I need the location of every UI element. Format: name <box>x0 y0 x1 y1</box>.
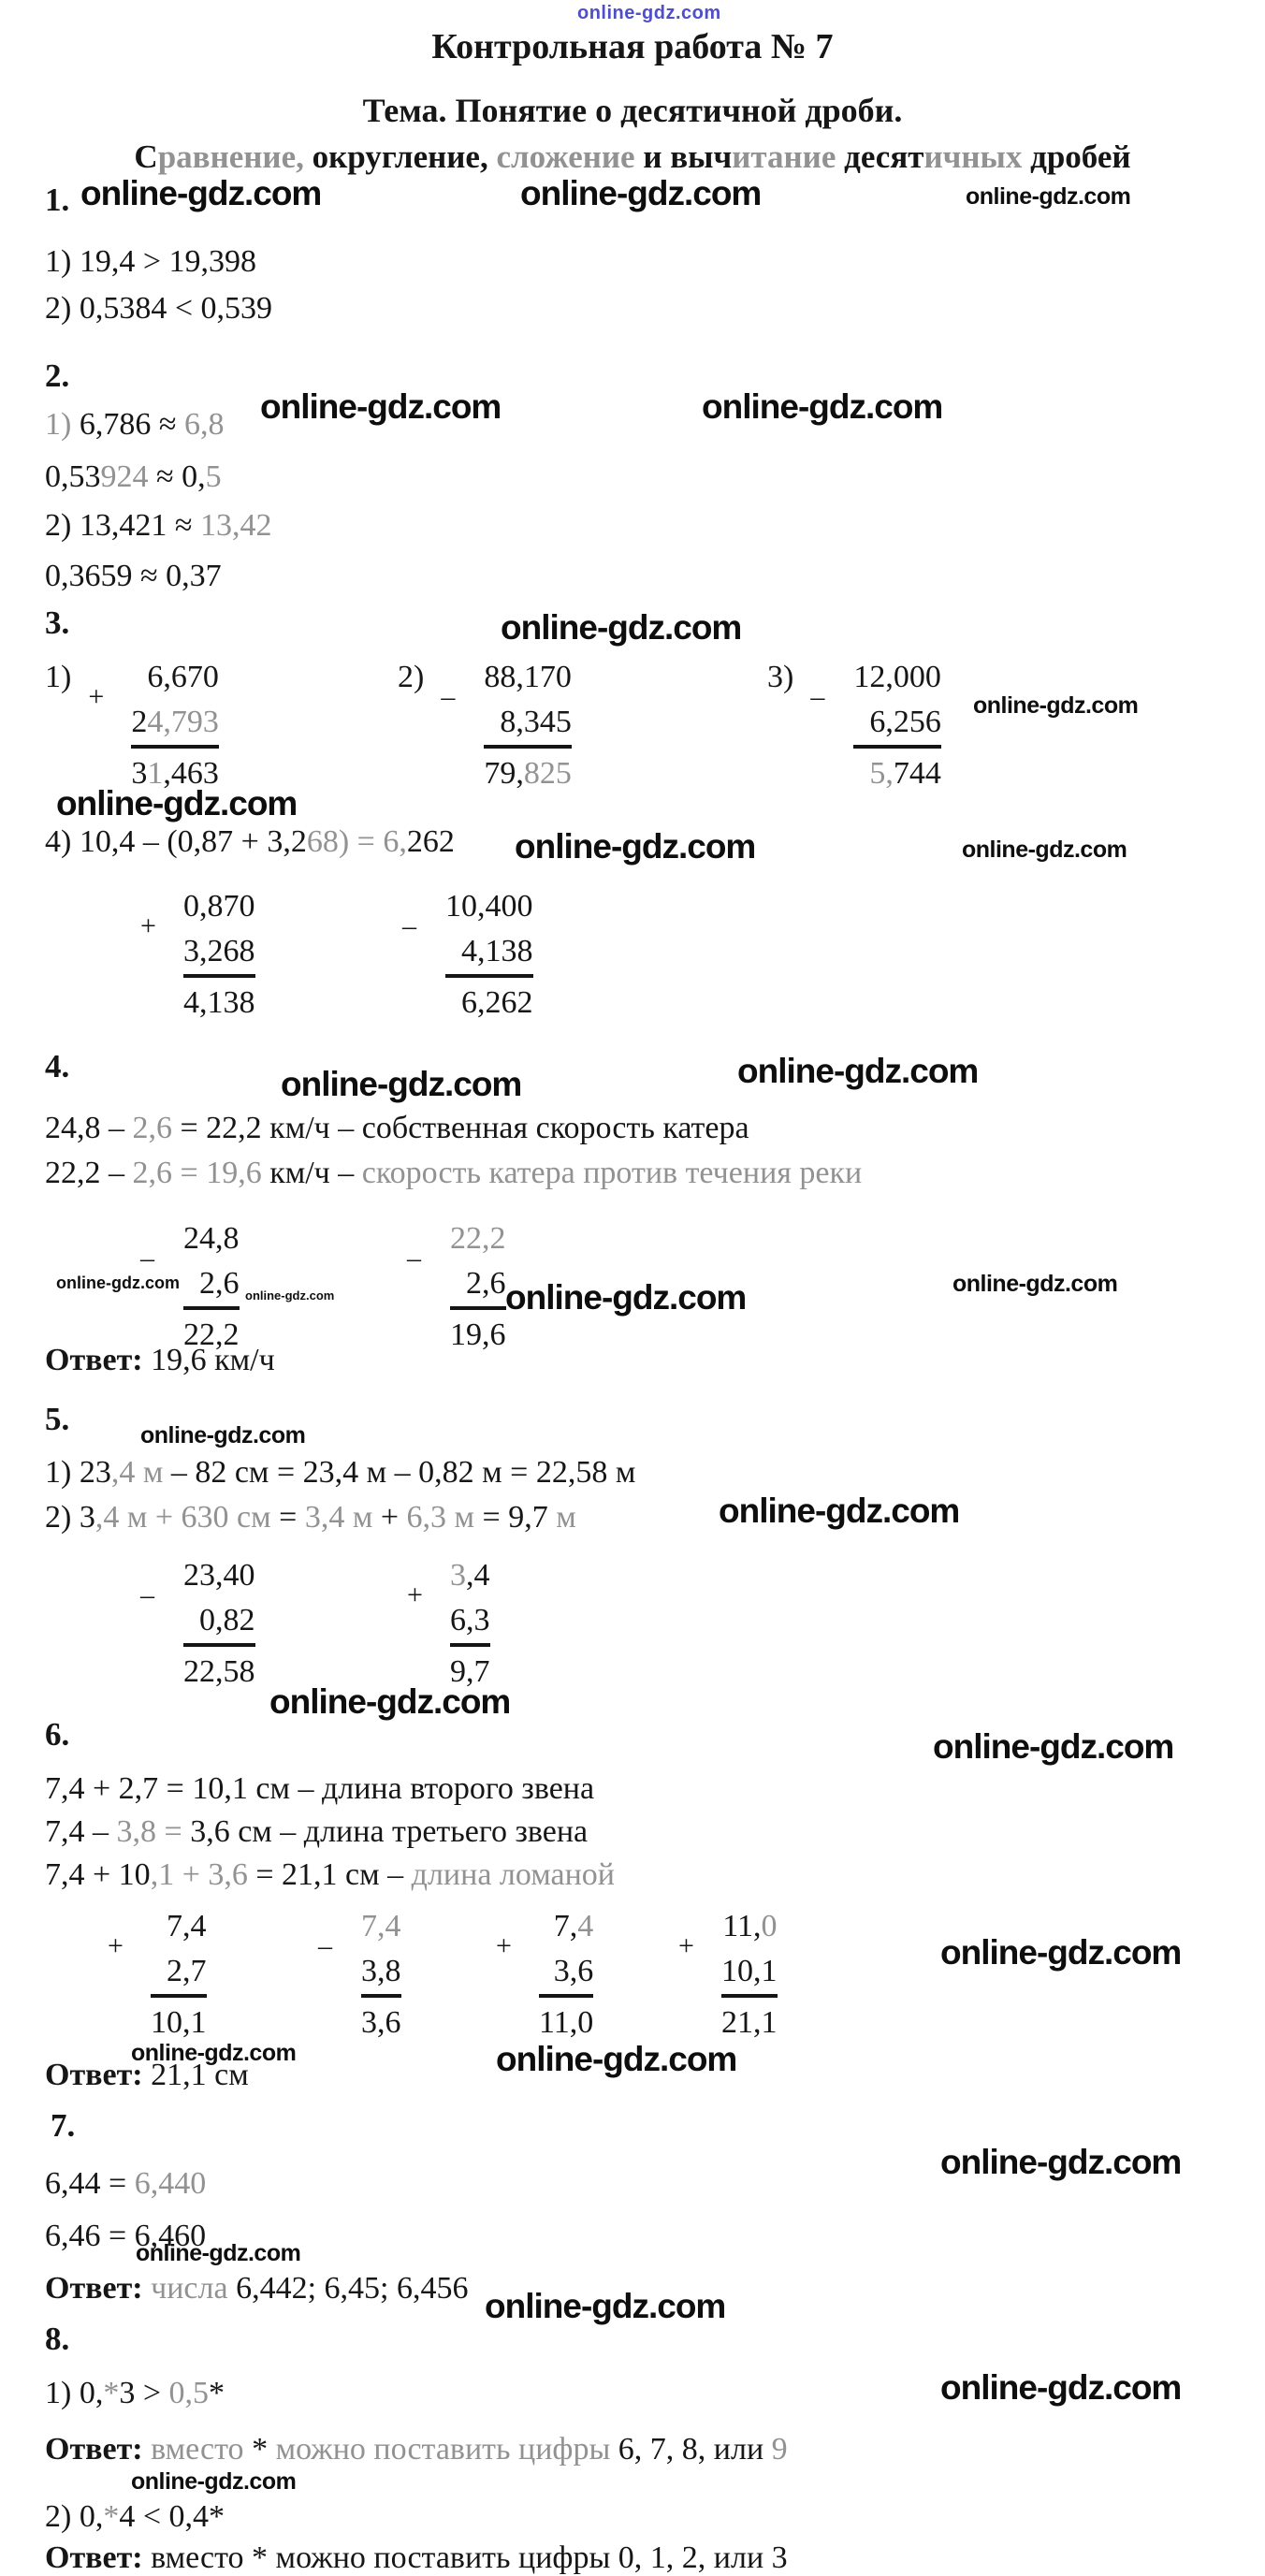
calc-top-number <box>484 655 572 700</box>
text-segment: 2,6 <box>132 1111 172 1145</box>
column-calc <box>407 1553 492 1695</box>
calc-res-number <box>445 981 533 1026</box>
text-segment: ,4 <box>466 1558 490 1593</box>
minus-sign: – <box>810 681 825 712</box>
text-segment: 7,4 + 10 <box>45 1857 151 1892</box>
plus-sign: + <box>407 1579 423 1610</box>
column-calc <box>678 1904 779 2045</box>
watermark: online-gdz.com <box>140 1422 306 1448</box>
text-segment: 4) 10,4 – (0,87 + 3,2 <box>45 824 307 859</box>
task-7-line-2 <box>45 2216 206 2257</box>
text-segment: 4,138 <box>461 934 533 968</box>
text-segment: 6,8 <box>184 407 225 442</box>
minus-sign: – <box>318 1930 332 1961</box>
column-calc <box>318 1904 403 2045</box>
text-segment: 68) = 6, <box>306 824 407 859</box>
text-segment: ,1 + 3,6 <box>150 1857 248 1892</box>
watermark: online-gdz.com <box>520 174 762 212</box>
text-segment: 11, <box>722 1909 762 1943</box>
text-segment: гление, <box>381 138 497 175</box>
calc-mid-number <box>853 700 941 749</box>
text-segment: 6,46 = 6,460 <box>45 2219 207 2253</box>
text-segment: = 21,1 см – <box>247 1857 412 1892</box>
text-segment: 1) 19,4 > 19,398 <box>45 244 256 279</box>
text-segment: 7,4 + 2,7 = 10,1 см – длина второго звена <box>45 1771 595 1806</box>
text-segment: 10,1 <box>721 1954 778 1988</box>
text-segment: 22,2 <box>183 1317 240 1352</box>
calc-res-number <box>450 1313 506 1358</box>
answer-text <box>143 2540 788 2575</box>
text-segment: 0 <box>761 1909 778 1943</box>
calc-numbers <box>116 655 221 796</box>
answer-label: Ответ: <box>45 2432 143 2467</box>
calc-res-number <box>361 2001 401 2045</box>
answer-text <box>143 2271 469 2306</box>
minus-sign: – <box>441 681 456 712</box>
text-segment: – 82 см = 23,4 м – 0,82 м = 22,58 м <box>163 1455 636 1490</box>
minus-sign: – <box>407 1243 421 1273</box>
answer-text <box>143 2058 249 2092</box>
task-5-line-2 <box>45 1497 576 1538</box>
watermark: online-gdz.com <box>56 784 298 822</box>
calc-res-number <box>721 2001 778 2045</box>
calc-top-number <box>450 1216 506 1261</box>
text-segment: выч <box>670 138 733 175</box>
text-segment: 0,82 <box>199 1603 255 1637</box>
text-segment: десят <box>836 138 924 175</box>
watermark: online-gdz.com <box>515 827 756 866</box>
calc-body <box>402 884 535 1026</box>
calc-numbers <box>435 1553 492 1695</box>
calc-mid-number <box>721 1949 778 1998</box>
text-segment: 3,8 = <box>116 1814 191 1849</box>
column-calc <box>407 1216 508 1358</box>
calc-mid-number <box>539 1949 593 1998</box>
calc-body <box>810 655 943 796</box>
calc-top-number <box>361 1904 401 1949</box>
text-segment: 10,1 <box>151 2005 207 2040</box>
task-8-line-2 <box>45 2496 225 2538</box>
task-1-number: 1. <box>45 182 70 218</box>
text-segment: 630 см <box>181 1500 271 1535</box>
text-segment: 19,6 <box>450 1317 506 1352</box>
text-segment: 22,2 <box>450 1221 506 1256</box>
column-calc <box>140 884 257 1026</box>
watermark: online-gdz.com <box>577 3 721 23</box>
text-segment: 6,3 м <box>406 1500 475 1535</box>
minus-sign: – <box>140 1243 154 1273</box>
text-segment <box>143 2432 152 2467</box>
watermark: online-gdz.com <box>940 2143 1182 2181</box>
text-segment: числа <box>151 2271 228 2306</box>
text-segment: 23,40 <box>183 1558 255 1593</box>
calc-body <box>441 655 574 796</box>
text-segment: ,4 м + <box>95 1500 182 1535</box>
calc-top-number <box>539 1904 593 1949</box>
task-3-number: 3. <box>45 604 70 641</box>
task-4-line-1 <box>45 1108 749 1149</box>
answer-label: Ответ: <box>45 1343 143 1377</box>
text-segment: 19,6 км/ч <box>142 1343 275 1377</box>
text-segment: * <box>209 2376 225 2410</box>
watermark: online-gdz.com <box>719 1492 960 1530</box>
text-segment: 19,6 <box>206 1156 262 1190</box>
watermark: online-gdz.com <box>962 837 1127 863</box>
text-segment: 11,0 <box>539 2005 594 2040</box>
task-8-answer-2 <box>45 2538 788 2576</box>
text-segment: 3,6 <box>553 1954 594 1988</box>
calc-mid-number <box>131 700 219 749</box>
column-calc <box>140 1553 257 1695</box>
calc-numbers <box>435 1216 508 1358</box>
text-segment: равнение, <box>157 138 313 175</box>
calc-mid-number <box>151 1949 207 1998</box>
watermark: online-gdz.com <box>245 1288 335 1303</box>
calc-res-number <box>183 1650 255 1695</box>
calc-res-number <box>484 751 572 796</box>
text-segment: 3 <box>450 1558 466 1593</box>
plus-sign: + <box>678 1930 694 1961</box>
answer-label: Ответ: <box>45 2540 143 2575</box>
text-segment: 7,4 – <box>45 1814 117 1849</box>
calc-mid-number <box>361 1949 401 1998</box>
calc-numbers <box>430 884 535 1026</box>
calc-mid-number <box>183 1598 255 1647</box>
text-segment: вместо * можно поставить цифры 0, 1, 2, или 3 <box>142 2540 788 2575</box>
text-segment: 1) <box>45 407 80 442</box>
page-title: Контрольная работа № 7 <box>431 27 834 66</box>
calc-mid-number <box>450 1261 506 1310</box>
watermark: online-gdz.com <box>136 2240 301 2266</box>
text-segment: 6, 7, 8, <box>618 2432 706 2467</box>
calc-numbers <box>469 655 574 796</box>
text-segment: 88,170 <box>484 660 572 694</box>
text-segment: и <box>634 138 671 175</box>
watermark: online-gdz.com <box>80 174 322 212</box>
text-segment: 4,793 <box>147 705 219 739</box>
task-1-line-1 <box>45 241 256 283</box>
text-segment: 6,786 ≈ <box>79 407 184 442</box>
text-segment: ение <box>568 138 635 175</box>
text-segment: 3,268 <box>183 934 255 968</box>
text-segment: 262 <box>406 824 455 859</box>
text-segment: 6,256 <box>869 705 941 739</box>
task-6-line-1 <box>45 1768 594 1810</box>
text-segment: ичных <box>923 138 1023 175</box>
task-6-line-2 <box>45 1812 588 1853</box>
text-segment: можно поставить <box>275 2432 511 2467</box>
watermark: online-gdz.com <box>940 2368 1182 2407</box>
text-segment: 22,58 <box>183 1654 255 1689</box>
task-2-line-3 <box>45 505 271 546</box>
text-segment: длина ломаной <box>411 1857 615 1892</box>
plus-sign: + <box>140 910 156 941</box>
calc-mid-number <box>450 1598 490 1647</box>
task-2-line-1 <box>45 404 225 445</box>
text-segment: = 22,2 км/ч – собственная скорость катера <box>172 1111 749 1145</box>
text-segment: 3 <box>131 756 148 791</box>
calc-res-number <box>183 981 255 1026</box>
text-segment: 3,4 м <box>304 1500 373 1535</box>
text-segment: 13,42 <box>199 508 272 543</box>
page-theme: Тема. Понятие о десятичной дроби. <box>362 92 903 129</box>
text-segment: 0,870 <box>183 889 255 924</box>
text-segment: 5, <box>869 756 894 791</box>
calc-body <box>108 1904 209 2045</box>
text-segment: окру <box>312 138 382 175</box>
calc-item-label: 1) <box>45 660 72 694</box>
task-5-line-1 <box>45 1452 635 1493</box>
text-segment: 0,5 <box>168 2376 210 2410</box>
task-4-line-2 <box>45 1153 862 1194</box>
text-segment: 6,44 = <box>45 2166 135 2201</box>
calc-top-number <box>183 884 255 929</box>
calc-top-number <box>151 1904 207 1949</box>
text-segment: 9,7 <box>450 1654 490 1689</box>
answer-text <box>143 2432 788 2467</box>
watermark: online-gdz.com <box>269 1682 511 1721</box>
watermark: online-gdz.com <box>260 387 502 426</box>
task-7-line-1 <box>45 2163 206 2205</box>
calc-res-number <box>151 2001 207 2045</box>
task-6-number: 6. <box>45 1716 70 1753</box>
text-segment: * <box>103 2376 120 2410</box>
plus-sign: + <box>108 1930 124 1961</box>
text-segment: 12,000 <box>853 660 941 694</box>
text-segment <box>143 2271 152 2306</box>
calc-numbers <box>524 1904 595 2045</box>
text-segment: скорость катера против течения реки <box>361 1156 863 1190</box>
task-6-answer <box>45 2055 249 2096</box>
calc-numbers <box>168 884 257 1026</box>
text-segment: 9 <box>771 2432 788 2467</box>
text-segment: 1) 0, <box>45 2376 104 2410</box>
watermark: online-gdz.com <box>702 387 943 426</box>
calc-body <box>318 1904 403 2045</box>
task-8-number: 8. <box>45 2321 70 2357</box>
text-segment: 6,3 <box>450 1603 490 1637</box>
calc-body <box>140 884 257 1026</box>
calc-item-label: 2) <box>398 660 425 694</box>
text-segment: * <box>103 2499 120 2534</box>
text-segment: 4,138 <box>183 985 255 1020</box>
task-7-number: 7. <box>51 2107 76 2144</box>
calc-top-number <box>445 884 533 929</box>
text-segment: слож <box>496 138 569 175</box>
text-segment: 6,262 <box>461 985 533 1020</box>
task-8-line-1 <box>45 2373 225 2414</box>
calc-body <box>140 1553 257 1695</box>
task-6-line-3 <box>45 1855 615 1896</box>
task-1-line-2 <box>45 288 272 329</box>
calc-mid-number <box>484 700 572 749</box>
text-segment: 7, <box>553 1909 578 1943</box>
text-segment: 6,442; 6,45; 6,456 <box>227 2271 469 2306</box>
watermark: online-gdz.com <box>485 2287 726 2325</box>
text-segment: 24,8 <box>183 1221 240 1256</box>
calc-mid-number <box>183 929 255 978</box>
text-segment: = <box>270 1500 305 1535</box>
column-calc <box>398 655 574 796</box>
task-3-line-4 <box>45 822 455 863</box>
watermark: online-gdz.com <box>56 1273 180 1292</box>
text-segment: 79, <box>484 756 524 791</box>
text-segment: 0,53 <box>45 459 101 494</box>
text-segment: 2,6 <box>466 1266 506 1301</box>
calc-res-number <box>131 751 219 796</box>
text-segment: 24,8 – <box>45 1111 133 1145</box>
calc-numbers <box>706 1904 779 2045</box>
column-calc <box>45 655 221 796</box>
calc-body <box>140 1216 241 1358</box>
column-calc <box>140 1216 241 1358</box>
watermark: online-gdz.com <box>131 2040 297 2066</box>
text-segment: ,4 м <box>110 1455 164 1490</box>
column-calc <box>496 1904 595 2045</box>
text-segment: * <box>243 2432 276 2467</box>
task-7-answer <box>45 2268 468 2309</box>
text-segment: 0,3659 ≈ 0,37 <box>45 559 222 593</box>
calc-mid-number <box>445 929 533 978</box>
text-segment: 10,400 <box>445 889 533 924</box>
text-segment: 2,7 <box>167 1954 207 1988</box>
minus-sign: – <box>140 1579 154 1610</box>
text-segment: дробей <box>1022 138 1131 175</box>
text-segment: 6,440 <box>134 2166 207 2201</box>
text-segment: цифры <box>510 2432 618 2467</box>
text-segment: 3 > <box>119 2376 169 2410</box>
text-segment: 2) 0,5384 < 0,539 <box>45 291 272 326</box>
task-5-number: 5. <box>45 1401 70 1437</box>
plus-sign: + <box>88 681 105 712</box>
calc-numbers <box>168 1553 257 1695</box>
watermark: online-gdz.com <box>131 2468 297 2495</box>
text-segment: С <box>134 138 158 175</box>
watermark: online-gdz.com <box>933 1727 1174 1766</box>
calc-body <box>496 1904 595 2045</box>
calc-top-number <box>450 1553 490 1598</box>
text-segment: 6,670 <box>147 660 219 694</box>
text-segment: 21,1 <box>721 2005 778 2040</box>
task-2-line-4 <box>45 556 222 597</box>
text-segment: итание <box>732 138 836 175</box>
calc-top-number <box>183 1553 255 1598</box>
column-calc <box>402 884 535 1026</box>
calc-body <box>407 1216 508 1358</box>
calc-body <box>407 1553 492 1695</box>
calc-top-number <box>721 1904 778 1949</box>
text-segment: = 9,7 <box>474 1500 557 1535</box>
text-segment: 3,6 см – длина третьего звена <box>190 1814 589 1849</box>
watermark: online-gdz.com <box>501 608 742 647</box>
task-4-number: 4. <box>45 1048 70 1084</box>
text-segment: 3,8 <box>361 1954 401 1988</box>
calc-body <box>678 1904 779 2045</box>
text-segment: м <box>556 1500 576 1535</box>
text-segment: 1 <box>147 756 164 791</box>
task-4-answer <box>45 1340 275 1381</box>
text-segment: 5 <box>205 459 222 494</box>
watermark: online-gdz.com <box>973 692 1139 719</box>
column-calc <box>108 1904 209 2045</box>
text-segment: 2 <box>131 705 148 739</box>
text-segment: + <box>372 1500 407 1535</box>
page-subtitle <box>0 137 1265 178</box>
plus-sign: + <box>496 1930 512 1961</box>
calc-top-number <box>853 655 941 700</box>
column-calc <box>767 655 943 796</box>
text-segment: 2) 0, <box>45 2499 104 2534</box>
calc-body <box>88 655 221 796</box>
watermark: online-gdz.com <box>496 2040 737 2078</box>
watermark: online-gdz.com <box>737 1052 979 1090</box>
calc-mid-number <box>183 1261 240 1310</box>
text-segment: 825 <box>523 756 572 791</box>
calc-numbers <box>136 1904 209 2045</box>
watermark: online-gdz.com <box>952 1271 1118 1297</box>
answer-text <box>143 1343 275 1377</box>
text-segment: ,463 <box>163 756 219 791</box>
calc-numbers <box>168 1216 241 1358</box>
text-segment: 2) 13,421 ≈ <box>45 508 200 543</box>
text-segment: 744 <box>893 756 941 791</box>
answer-label: Ответ: <box>45 2058 143 2092</box>
text-segment: 924 <box>100 459 149 494</box>
calc-res-number <box>853 751 941 796</box>
text-segment: или <box>705 2432 772 2467</box>
text-segment: ≈ 0, <box>148 459 206 494</box>
calc-numbers <box>838 655 943 796</box>
text-segment: 4 <box>577 1909 594 1943</box>
text-segment: 21,1 см <box>142 2058 249 2092</box>
watermark: online-gdz.com <box>505 1278 747 1317</box>
text-segment: 7,4 <box>167 1909 207 1943</box>
task-8-answer-1 <box>45 2429 788 2470</box>
text-segment: 2,6 = <box>132 1156 207 1190</box>
text-segment: 1) 23 <box>45 1455 111 1490</box>
watermark: online-gdz.com <box>966 183 1131 210</box>
text-segment: 3,6 <box>361 2005 401 2040</box>
text-segment: вместо <box>151 2432 244 2467</box>
text-segment: км/ч – <box>261 1156 362 1190</box>
calc-item-label: 3) <box>767 660 794 694</box>
answer-label: Ответ: <box>45 2271 143 2306</box>
task-2-number: 2. <box>45 357 70 394</box>
calc-res-number <box>450 1650 490 1695</box>
minus-sign: – <box>402 910 416 941</box>
watermark: online-gdz.com <box>281 1065 522 1103</box>
calc-top-number <box>131 655 219 700</box>
watermark: online-gdz.com <box>940 1933 1182 1972</box>
text-segment: 8,345 <box>500 705 572 739</box>
text-segment: 7,4 <box>361 1909 401 1943</box>
text-segment: 2) 3 <box>45 1500 95 1535</box>
task-2-line-2 <box>45 457 222 498</box>
text-segment: 4 < 0,4* <box>119 2499 225 2534</box>
text-segment: 2,6 <box>199 1266 240 1301</box>
text-segment: 22,2 – <box>45 1156 133 1190</box>
calc-res-number <box>539 2001 593 2045</box>
calc-top-number <box>183 1216 240 1261</box>
calc-numbers <box>346 1904 403 2045</box>
